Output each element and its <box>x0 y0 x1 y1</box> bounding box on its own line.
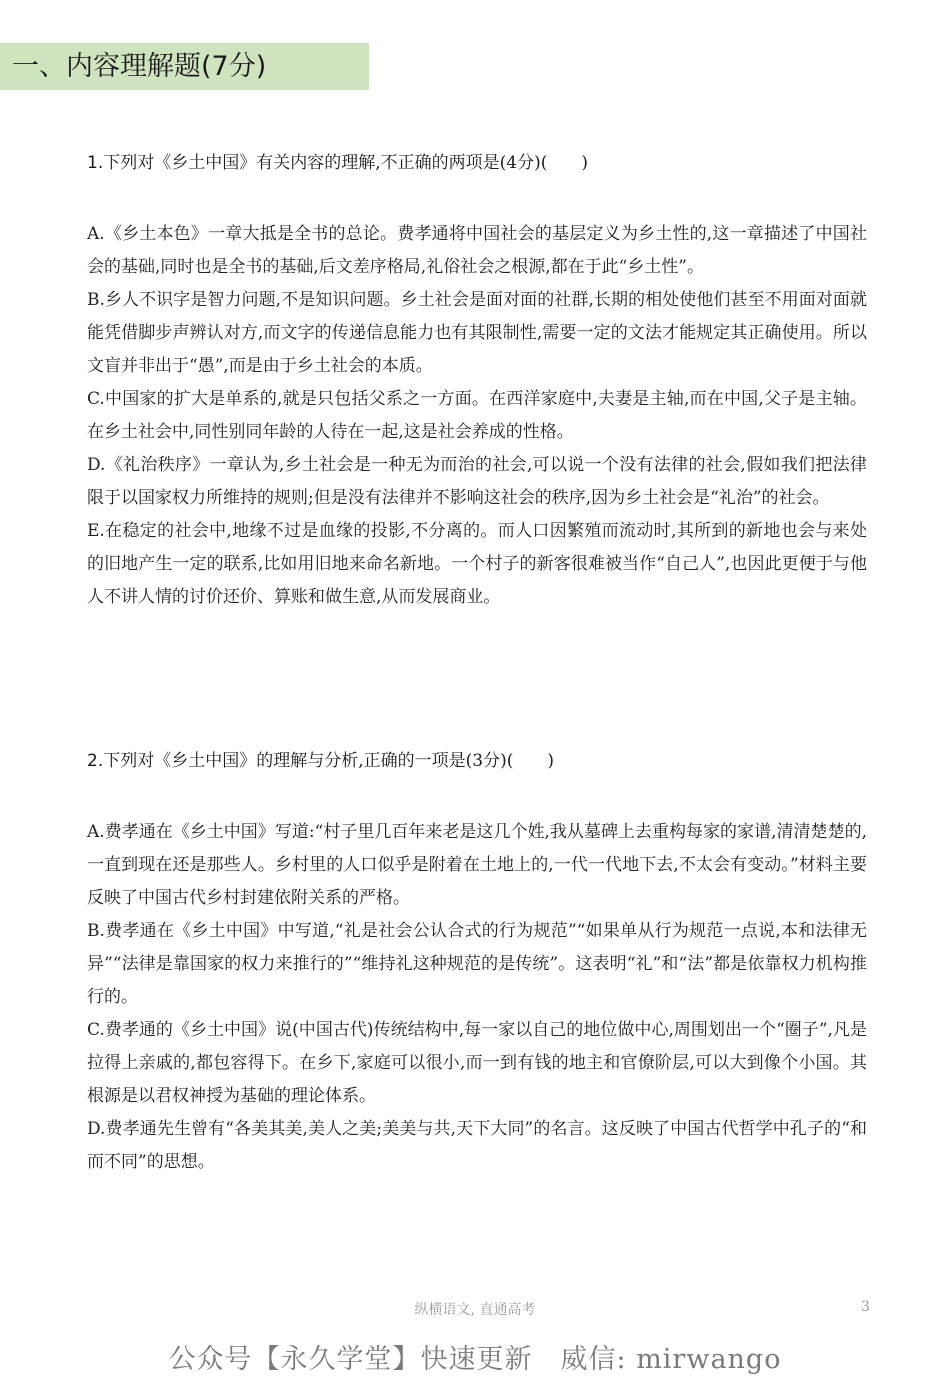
question-1-stem: 下列对《乡土中国》有关内容的理解,不正确的两项是(4分)( ) <box>103 153 588 173</box>
question-2-option-b: B.费孝通在《乡土中国》中写道,“礼是社会公认合式的行为规范”“如果单从行为规范一点说,本和法律无异”“法律是靠国家的权力来推行的”“维持礼这种规范的是传统”。这表明“礼”和“法”都是依靠权力机构推行的。 <box>87 921 867 1007</box>
question-1-options <box>87 218 867 614</box>
question-1-option-b: B.乡人不识字是智力问题,不是知识问题。乡土社会是面对面的社群,长期的相处使他们甚至不用面对面就能凭借脚步声辨认对方,而文字的传递信息能力也有其限制性,需要一定的文法才能规定其正确使用。所以文盲并非出于“愚”,而是由于乡土社会的本质。 <box>87 290 867 376</box>
footer-slogan: 纵横语文, 直通高考 <box>414 1302 536 1318</box>
question-2-option-d: D.费孝通先生曾有“各美其美,美人之美;美美与共,天下大同”的名言。这反映了中国古代哲学中孔子的“和而不同”的思想。 <box>87 1119 867 1172</box>
question-2-stem: 下列对《乡土中国》的理解与分析,正确的一项是(3分)( ) <box>103 751 554 771</box>
watermark-text: 公众号【永久学堂】快速更新 威信: mirwango <box>168 1344 782 1375</box>
question-2-number: 2. <box>87 751 104 771</box>
page-number: 3 <box>861 1299 870 1315</box>
question-2-options <box>87 816 867 1179</box>
question-1-option-e: E.在稳定的社会中,地缘不过是血缘的投影,不分离的。而人口因繁殖而流动时,其所到的新地也会与来处的旧地产生一定的联系,比如用旧地来命名新地。一个村子的新客很难被当作“自己人”,也因此更便于与他人不讲人情的讨价还价、算账和做生意,从而发展商业。 <box>87 521 867 607</box>
question-2-title <box>87 749 867 773</box>
question-1-number: 1. <box>87 153 104 173</box>
question-1 <box>87 151 867 614</box>
question-2 <box>87 749 867 1179</box>
question-1-option-c: C.中国家的扩大是单系的,就是只包括父系之一方面。在西洋家庭中,夫妻是主轴,而在中国,父子是主轴。在乡土社会中,同性别同年龄的人待在一起,这是社会养成的性格。 <box>87 389 867 442</box>
question-2-option-a: A.费孝通在《乡土中国》写道:“村子里几百年来老是这几个姓,我从墓碑上去重构每家的家谱,清清楚楚的,一直到现在还是那些人。乡村里的人口似乎是附着在土地上的,一代一代地下去,不太会有变动。”材料主要反映了中国古代乡村封建依附关系的严格。 <box>87 822 867 908</box>
question-1-option-d: D.《礼治秩序》一章认为,乡土社会是一种无为而治的社会,可以说一个没有法律的社会,假如我们把法律限于以国家权力所维持的规则;但是没有法律并不影响这社会的秩序,因为乡土社会是“礼治”的社会。 <box>87 455 867 508</box>
section-header: 一、内容理解题(7分) <box>0 43 369 90</box>
question-1-title <box>87 151 867 175</box>
question-1-option-a: A.《乡土本色》一章大抵是全书的总论。费孝通将中国社会的基层定义为乡土性的,这一章描述了中国社会的基础,同时也是全书的基础,后文差序格局,礼俗社会之根源,都在于此“乡土性”。 <box>87 224 867 277</box>
question-2-option-c: C.费孝通的《乡土中国》说(中国古代)传统结构中,每一家以自己的地位做中心,周围划出一个“圈子”,凡是拉得上亲戚的,都包容得下。在乡下,家庭可以很小,而一到有钱的地主和官僚阶层,可以大到像个小国。其根源是以君权神授为基础的理论体系。 <box>87 1020 867 1106</box>
